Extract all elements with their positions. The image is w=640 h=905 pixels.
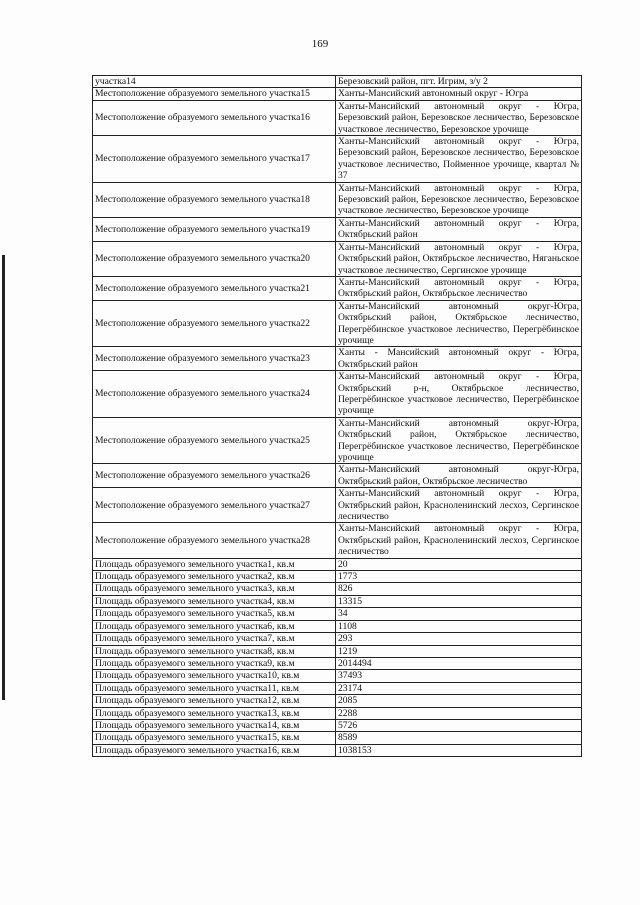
area-row (93, 595, 582, 607)
location-row (93, 276, 582, 300)
location-label: Местоположение образуемого земельного участка19 (93, 217, 336, 241)
area-row (93, 670, 582, 682)
location-label: Местоположение образуемого земельного участка25 (93, 417, 336, 464)
area-row (93, 732, 582, 744)
area-label: Площадь образуемого земельного участка8, кв.м (93, 645, 336, 657)
location-value: Ханты-Мансийский автономный округ - Югра, Октябрьский район (336, 217, 582, 241)
page-number: 169 (311, 38, 329, 50)
area-label: Площадь образуемого земельного участка9, кв.м (93, 657, 336, 669)
location-row (93, 300, 582, 347)
location-label: Местоположение образуемого земельного участка22 (93, 300, 336, 347)
location-value: Ханты - Мансийский автономный округ - Югра, Октябрьский район (336, 347, 582, 371)
area-row (93, 620, 582, 632)
area-row (93, 657, 582, 669)
location-value: Ханты-Мансийский автономный округ - Югра, Октябрьский р-н, Октябрьское лесничество, Перегрёбинское участковое лесничество, Перегрёбинское урочище (336, 371, 582, 418)
location-value: Ханты-Мансийский автономный округ - Югра, Березовский район, Березовское лесничество, Березовское участковое лесничество, Березовское урочище (336, 182, 582, 217)
location-row (93, 371, 582, 418)
location-row (93, 347, 582, 371)
location-label: Местоположение образуемого земельного участка24 (93, 371, 336, 418)
location-row (93, 217, 582, 241)
area-rows (93, 558, 582, 757)
location-label: Местоположение образуемого земельного участка17 (93, 136, 336, 183)
location-row (93, 182, 582, 217)
location-row (93, 100, 582, 135)
location-label: Местоположение образуемого земельного участка15 (93, 88, 336, 100)
area-row (93, 558, 582, 570)
area-value: 2014494 (336, 657, 582, 669)
area-value: 1108 (336, 620, 582, 632)
location-row (93, 488, 582, 523)
area-value: 293 (336, 633, 582, 645)
area-value: 1219 (336, 645, 582, 657)
location-rows (93, 76, 582, 559)
area-value: 826 (336, 583, 582, 595)
area-value: 2288 (336, 707, 582, 719)
area-label: Площадь образуемого земельного участка13, кв.м (93, 707, 336, 719)
area-value: 13315 (336, 595, 582, 607)
location-label: Местоположение образуемого земельного участка18 (93, 182, 336, 217)
area-row (93, 695, 582, 707)
area-value: 2085 (336, 695, 582, 707)
area-label: Площадь образуемого земельного участка12, кв.м (93, 695, 336, 707)
location-row (93, 464, 582, 488)
location-value: Ханты-Мансийский автономный округ - Югра, Октябрьский район, Октябрьское лесничество (336, 276, 582, 300)
land-plot-table (92, 75, 582, 757)
location-label: Местоположение образуемого земельного участка16 (93, 100, 336, 135)
area-row (93, 719, 582, 731)
location-label: Местоположение образуемого земельного участка21 (93, 276, 336, 300)
area-label: Площадь образуемого земельного участка4, кв.м (93, 595, 336, 607)
area-value: 1038153 (336, 744, 582, 756)
area-row (93, 571, 582, 583)
location-row (93, 417, 582, 464)
location-value: Ханты-Мансийский автономный округ - Югра, Октябрьский район, Октябрьское лесничество, Няганьское участковое лесничество, Сергинское урочище (336, 241, 582, 276)
area-row (93, 583, 582, 595)
location-label: Местоположение образуемого земельного участка23 (93, 347, 336, 371)
location-value: Ханты-Мансийский автономный округ - Югра (336, 88, 582, 100)
area-row (93, 633, 582, 645)
area-label: Площадь образуемого земельного участка3, кв.м (93, 583, 336, 595)
area-label: Площадь образуемого земельного участка15, кв.м (93, 732, 336, 744)
location-row (93, 523, 582, 558)
area-value: 8589 (336, 732, 582, 744)
location-value: Березовский район, пгт. Игрим, з/у 2 (336, 76, 582, 88)
location-value: Ханты-Мансийский автономный округ-Югра, Октябрьский район, Октябрьское лесничество, Перегрёбинское участковое лесничество, Перегрёбинское урочище (336, 300, 582, 347)
area-row (93, 608, 582, 620)
location-label: Местоположение образуемого земельного участка27 (93, 488, 336, 523)
area-label: Площадь образуемого земельного участка11, кв.м (93, 682, 336, 694)
area-value: 37493 (336, 670, 582, 682)
area-row (93, 744, 582, 756)
location-value: Ханты-Мансийский автономный округ-Югра, Октябрьский район, Октябрьское лесничество, Перегрёбинское участковое лесничество, Перегрёбинское урочище (336, 417, 582, 464)
area-label: Площадь образуемого земельного участка16, кв.м (93, 744, 336, 756)
location-label: Местоположение образуемого земельного участка20 (93, 241, 336, 276)
area-label: Площадь образуемого земельного участка14, кв.м (93, 719, 336, 731)
location-row (93, 76, 582, 88)
area-label: Площадь образуемого земельного участка7, кв.м (93, 633, 336, 645)
area-label: Площадь образуемого земельного участка5, кв.м (93, 608, 336, 620)
area-label: Площадь образуемого земельного участка1, кв.м (93, 558, 336, 570)
scan-margin-mark (2, 255, 5, 700)
location-row (93, 136, 582, 183)
area-row (93, 682, 582, 694)
area-value: 5726 (336, 719, 582, 731)
location-row (93, 241, 582, 276)
area-value: 23174 (336, 682, 582, 694)
location-value: Ханты-Мансийский автономный округ - Югра, Березовский район, Березовское лесничество, Березовское участковое лесничество, Березовское урочище (336, 100, 582, 135)
area-value: 1773 (336, 571, 582, 583)
location-value: Ханты-Мансийский автономный округ-Югра, Октябрьский район, Октябрьское лесничество (336, 464, 582, 488)
area-label: Площадь образуемого земельного участка10, кв.м (93, 670, 336, 682)
area-label: Площадь образуемого земельного участка6, кв.м (93, 620, 336, 632)
location-row (93, 88, 582, 100)
location-value: Ханты-Мансийский автономный округ - Югра, Октябрьский район, Красноленинский лесхоз, Сергинское лесничество (336, 488, 582, 523)
area-value: 20 (336, 558, 582, 570)
location-label: Местоположение образуемого земельного участка28 (93, 523, 336, 558)
location-value: Ханты-Мансийский автономный округ - Югра, Октябрьский район, Красноленинский лесхоз, Сергинское лесничество (336, 523, 582, 558)
location-value: Ханты-Мансийский автономный округ - Югра, Березовский район, Березовское лесничество, Березовское участковое лесничество, Пойменное урочище, квартал № 37 (336, 136, 582, 183)
location-label: Местоположение образуемого земельного участка26 (93, 464, 336, 488)
area-row (93, 707, 582, 719)
area-row (93, 645, 582, 657)
area-label: Площадь образуемого земельного участка2, кв.м (93, 571, 336, 583)
area-value: 34 (336, 608, 582, 620)
location-label: участка14 (93, 76, 336, 88)
